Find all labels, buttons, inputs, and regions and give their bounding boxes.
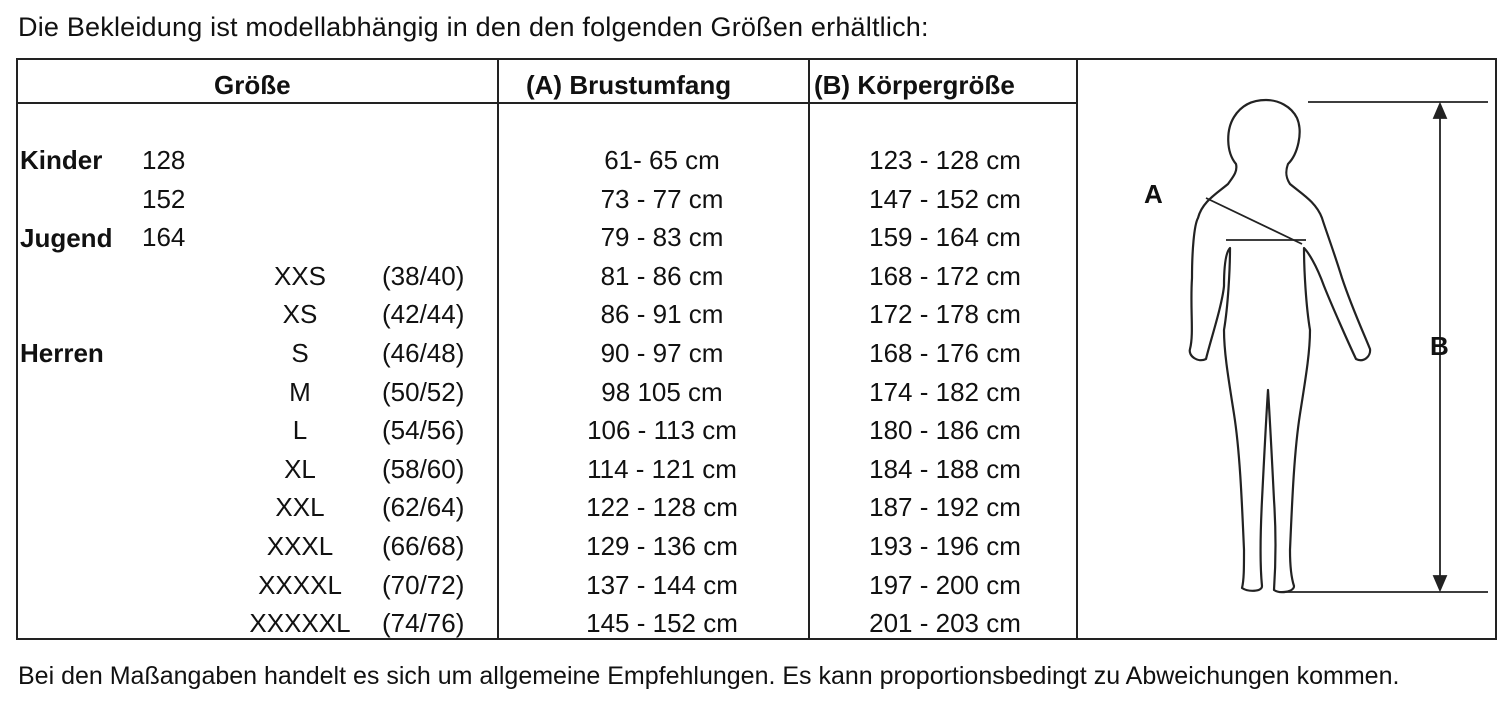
size-code: XXXXXL (249, 608, 351, 638)
chest-range: 81 - 86 cm (600, 261, 724, 291)
height-range: 168 - 176 cm (869, 338, 1021, 368)
header-height: (B) Körpergröße (814, 70, 1015, 100)
size-code: XXL (275, 492, 325, 522)
chest-range: 114 - 121 cm (587, 454, 737, 484)
size-code: S (291, 338, 309, 368)
header-size: Größe (214, 70, 291, 100)
size-eu-range: (50/52) (382, 377, 465, 407)
height-range: 180 - 186 cm (869, 415, 1021, 445)
label-a: A (1144, 179, 1163, 209)
size-eu-range: (74/76) (382, 608, 465, 638)
header-chest: (A) Brustumfang (526, 70, 732, 100)
height-range: 168 - 172 cm (869, 261, 1021, 291)
height-range: 184 - 188 cm (869, 454, 1021, 484)
chest-range: 145 - 152 cm (586, 608, 738, 638)
size-eu-range: (70/72) (382, 570, 465, 600)
column-divider (497, 58, 499, 640)
size-code: L (292, 415, 308, 445)
chest-range: 98 105 cm (601, 377, 723, 407)
height-range: 172 - 178 cm (869, 299, 1021, 329)
height-range: 174 - 182 cm (869, 377, 1021, 407)
size-eu-range: (66/68) (382, 531, 465, 561)
chest-range: 79 - 83 cm (600, 222, 724, 252)
size-code: XL (284, 454, 316, 484)
body-measurement-figure (1078, 60, 1494, 638)
chest-range: 122 - 128 cm (586, 492, 738, 522)
size-eu-range: (38/40) (382, 261, 465, 291)
height-range: 197 - 200 cm (869, 570, 1021, 600)
intro-text: Die Bekleidung ist modellabhängig in den den folgenden Größen erhältlich: (18, 12, 929, 42)
height-range: 201 - 203 cm (869, 608, 1021, 638)
size-code: XXXL (266, 531, 334, 561)
group-label-herren: Herren (20, 338, 104, 368)
chest-range: 73 - 77 cm (600, 184, 724, 214)
height-range: 159 - 164 cm (869, 222, 1021, 252)
size-code: XS (282, 299, 318, 329)
chest-range: 129 - 136 cm (586, 531, 738, 561)
label-b: B (1430, 331, 1449, 361)
height-range: 193 - 196 cm (869, 531, 1021, 561)
size-eu-range: (54/56) (382, 415, 465, 445)
size-number: 128 (142, 145, 186, 175)
footnote-text: Bei den Maßangaben handelt es sich um allgemeine Empfehlungen. Es kann proportionsbedingt zu Abweichungen kommen. (18, 662, 1400, 690)
chest-range: 86 - 91 cm (600, 299, 724, 329)
size-number: 152 (142, 184, 186, 214)
size-code: XXXXL (258, 570, 342, 600)
body-silhouette (1190, 100, 1370, 592)
size-eu-range: (42/44) (382, 299, 465, 329)
chest-range: 106 - 113 cm (587, 415, 737, 445)
chest-range: 61- 65 cm (604, 145, 720, 175)
header-divider (16, 102, 1078, 104)
size-eu-range: (62/64) (382, 492, 465, 522)
chest-range: 137 - 144 cm (586, 570, 738, 600)
height-range: 147 - 152 cm (869, 184, 1021, 214)
size-eu-range: (46/48) (382, 338, 465, 368)
chest-range: 90 - 97 cm (600, 338, 724, 368)
group-label-jugend: Jugend (20, 223, 113, 253)
height-range: 187 - 192 cm (869, 492, 1021, 522)
size-eu-range: (58/60) (382, 454, 465, 484)
column-divider (808, 58, 810, 640)
height-range: 123 - 128 cm (869, 145, 1021, 175)
group-label-kinder: Kinder (20, 145, 103, 175)
size-code: M (289, 377, 311, 407)
size-number: 164 (142, 222, 186, 252)
size-code: XXS (273, 261, 327, 291)
